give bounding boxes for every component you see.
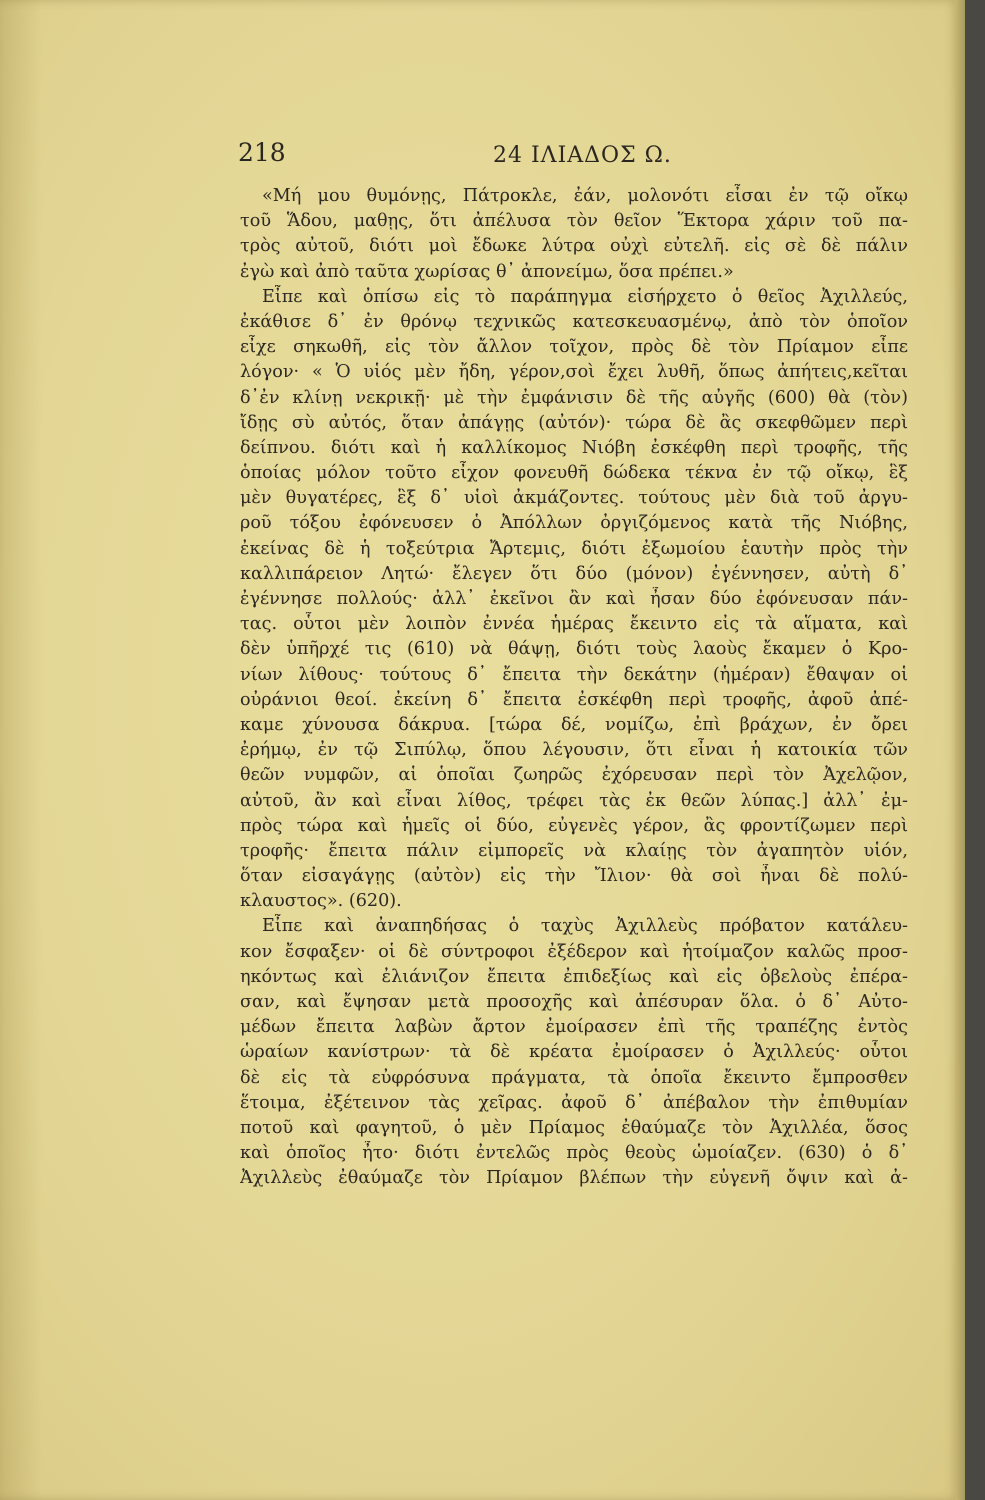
- text-line: δὲ εἰς τὰ εὐφρόσυνα πράγματα, τὰ ὁποῖα ἔκειντο ἔμπροσθεν: [240, 1067, 908, 1088]
- text-line: Εἶπε καὶ ἀναπηδήσας ὁ ταχὺς Ἀχιλλεὺς πρόβατον κατάλευ-: [262, 916, 908, 937]
- body-text: [240, 184, 908, 1304]
- text-line: ἐρήμῳ, ἐν τῷ Σιπύλῳ, ὅπου λέγουσιν, ὅτι εἶναι ἡ κατοικία τῶν: [240, 740, 908, 761]
- text-line: ποτοῦ καὶ φαγητοῦ, ὁ μὲν Πρίαμος ἐθαύμαζε τὸν Ἀχιλλέα, ὅσος: [240, 1117, 908, 1138]
- text-line: ηκόντως καὶ ἐλιάνιζον ἔπειτα ἐπιδεξίως καὶ εἰς ὀβελοὺς ἐπέρα-: [240, 966, 908, 987]
- text-line: ἐκείνας δὲ ἡ τοξεύτρια Ἄρτεμις, διότι ἐξωμοίου ἑαυτὴν πρὸς τὴν: [240, 538, 908, 559]
- text-line: θεῶν νυμφῶν, αἱ ὁποῖαι ζωηρῶς ἐχόρευσαν περὶ τὸν Ἀχελῷον,: [240, 765, 908, 786]
- text-line: αὐτοῦ, ἂν καὶ εἶναι λίθος, τρέφει τὰς ἐκ θεῶν λύπας.] ἀλλ᾽ ἐμ-: [240, 790, 908, 811]
- running-title: 24 ΙΛΙΑΔΟΣ Ω.: [493, 143, 672, 168]
- text-line: ἐκάθισε δ᾽ ἐν θρόνῳ τεχνικῶς κατεσκευασμένῳ, ἀπὸ τὸν ὁποῖον: [240, 311, 908, 332]
- text-line: καὶ ὁποῖος ἦτο· διότι ἐντελῶς πρὸς θεοὺς ὡμοίαζεν. (630) ὁ δ᾽: [240, 1143, 908, 1164]
- text-line: σαν, καὶ ἔψησαν μετὰ προσοχῆς καὶ ἀπέσυραν ὅλα. ὁ δ᾽ Αὐτο-: [240, 992, 908, 1012]
- text-line: τροφῆς· ἔπειτα πάλιν εἰμπορεῖς νὰ κλαίῃς τὸν ἀγαπητὸν υἱόν,: [240, 840, 908, 861]
- text-line: Ἀχιλλεὺς ἐθαύμαζε τὸν Πρίαμον βλέπων τὴν εὐγενῆ ὄψιν καὶ ἀ-: [240, 1168, 908, 1189]
- text-line: καλλιπάρειον Λητώ· ἔλεγεν ὅτι δύο (μόνον) ἐγέννησεν, αὐτὴ δ᾽: [240, 563, 908, 584]
- text-line: τρὸς αὐτοῦ, διότι μοὶ ἔδωκε λύτρα οὐχὶ εὐτελῆ. εἰς σὲ δὲ πάλιν: [240, 236, 908, 257]
- text-line: κλαυστος». (620).: [240, 891, 402, 912]
- text-line: ροῦ τόξου ἐφόνευσεν ὁ Ἀπόλλων ὀργιζόμενος κατὰ τῆς Νιόβης,: [240, 513, 908, 534]
- text-line: πρὸς τώρα καὶ ἡμεῖς οἱ δύο, εὐγενὲς γέρον, ἂς φροντίζωμεν περὶ: [240, 815, 908, 836]
- text-line: μὲν θυγατέρες, ἓξ δ᾽ υἱοὶ ἀκμάζοντες. τούτους μὲν διὰ τοῦ ἀργυ-: [240, 488, 908, 509]
- text-line: δ᾽ἐν κλίνῃ νεκρικῇ· μὲ τὴν ἐμφάνισιν δὲ τῆς αὐγῆς (600) θὰ (τὸν): [240, 387, 908, 408]
- text-line: οὐράνιοι θεοί. ἐκείνη δ᾽ ἔπειτα ἐσκέφθη περὶ τροφῆς, ἀφοῦ ἀπέ-: [240, 689, 908, 710]
- page-fold-shadow: [0, 0, 42, 1500]
- text-line: Εἶπε καὶ ὀπίσω εἰς τὸ παράπηγμα εἰσήρχετο ὁ θεῖος Ἀχιλλεύς,: [262, 286, 908, 307]
- text-line: τοῦ Ἅδου, μαθῃς, ὅτι ἀπέλυσα τὸν θεῖον Ἕκτορα χάριν τοῦ πα-: [240, 211, 908, 232]
- text-line: ἐγέννησε πολλούς· ἀλλ᾽ ἐκεῖνοι ἂν καὶ ἦσαν δύο ἐφόνευσαν πάν-: [240, 589, 908, 609]
- text-line: ἴδῃς σὺ αὐτός, ὅταν ἀπάγῃς (αὐτόν)· τώρα δὲ ἂς σκεφθῶμεν περὶ: [240, 412, 908, 433]
- text-line: δείπνου. διότι καὶ ἡ καλλίκομος Νιόβη ἐσκέφθη περὶ τροφῆς, τῆς: [240, 437, 908, 458]
- text-line: «Μή μου θυμόνῃς, Πάτροκλε, ἐάν, μολονότι εἶσαι ἐν τῷ οἴκῳ: [262, 186, 908, 206]
- page-edge: [955, 0, 965, 1500]
- text-line: λόγον· « Ὁ υἱός μὲν ἤδη, γέρον,σοὶ ἔχει λυθῆ, ὅπως ἀπήτεις,κεῖται: [240, 362, 908, 383]
- text-line: ὡραίων κανίστρων· τὰ δὲ κρέατα ἐμοίρασεν ὁ Ἀχιλλεύς· οὗτοι: [240, 1042, 908, 1063]
- page-header: [238, 138, 878, 178]
- text-line: ἕτοιμα, ἐξέτεινον τὰς χεῖρας. ἀφοῦ δ᾽ ἀπέβαλον τὴν ἐπιθυμίαν: [240, 1092, 908, 1113]
- text-line: νίων λίθους· τούτους δ᾽ ἔπειτα τὴν δεκάτην (ἡμέραν) ἔθαψαν οἱ: [240, 664, 908, 685]
- text-line: ὁποίας μόλον τοῦτο εἶχον φονευθῆ δώδεκα τέκνα ἐν τῷ οἴκῳ, ἓξ: [240, 463, 908, 484]
- text-line: εἶχε σηκωθῆ, εἰς τὸν ἄλλον τοῖχον, πρὸς δὲ τὸν Πρίαμον εἶπε: [240, 337, 908, 358]
- page-number: 218: [238, 138, 286, 167]
- text-line: μέδων ἔπειτα λαβὼν ἄρτον ἐμοίρασεν ἐπὶ τῆς τραπέζης ἐντὸς: [240, 1017, 908, 1038]
- text-line: καμε χύνουσα δάκρυα. [τώρα δέ, νομίζω, ἐπὶ βράχων, ἐν ὄρει: [240, 714, 908, 735]
- text-line: ὅταν εἰσαγάγῃς (αὐτὸν) εἰς τὴν Ἴλιον· θὰ σοὶ ἦναι δὲ πολύ-: [240, 866, 908, 887]
- text-line: κον ἔσφαξεν· οἱ δὲ σύντροφοι ἐξέδερον καὶ ἡτοίμαζον καλῶς προσ-: [240, 941, 908, 962]
- text-line: δὲν ὑπῆρχέ τις (610) νὰ θάψῃ, διότι τοὺς λαοὺς ἔκαμεν ὁ Κρο-: [240, 639, 908, 660]
- text-line: ἐγὼ καὶ ἀπὸ ταῦτα χωρίσας θ᾽ ἀπονείμω, ὅσα πρέπει.»: [240, 261, 734, 282]
- text-line: τας. οὗτοι μὲν λοιπὸν ἐννέα ἡμέρας ἔκειντο εἰς τὰ αἵματα, καὶ: [240, 614, 908, 635]
